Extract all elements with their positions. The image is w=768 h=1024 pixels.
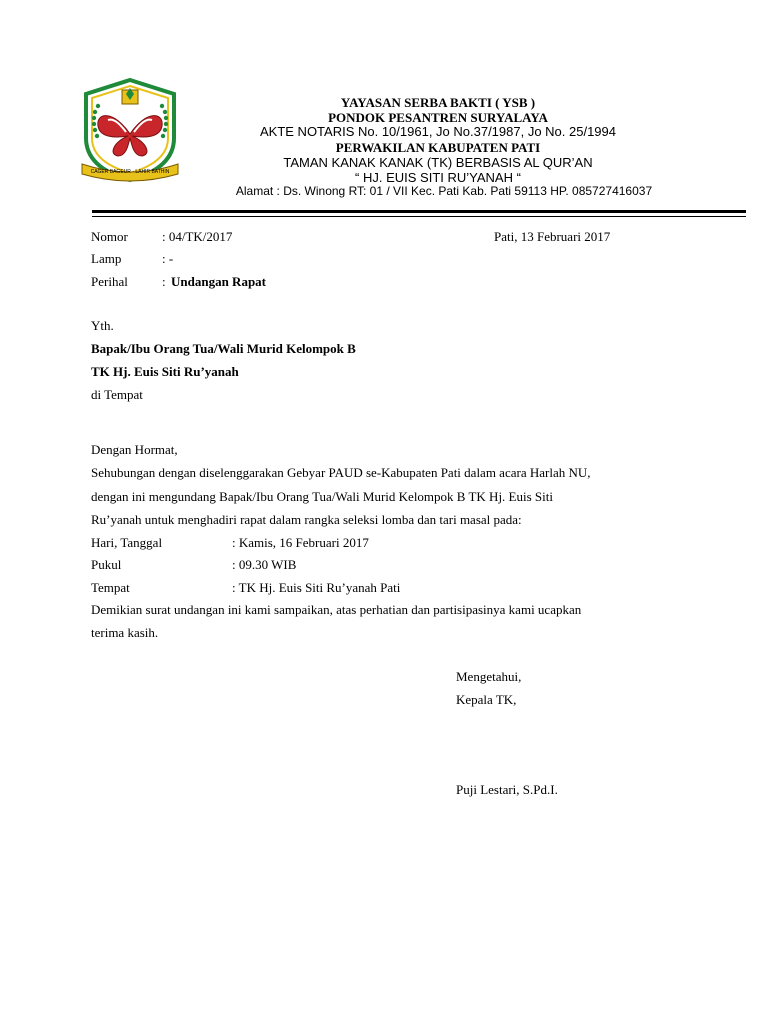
body-paragraph-line1: Sehubungan dengan diselenggarakan Gebyar PAUD se-Kabupaten Pati dalam acara Harlah NU, xyxy=(91,465,591,480)
detail-label: Pukul xyxy=(91,557,122,572)
perihal-label: Perihal xyxy=(91,274,128,289)
closing-line1: Demikian surat undangan ini kami sampaikan, atas perhatian dan partisipasinya kami ucapkan xyxy=(91,602,582,617)
lamp-value: : - xyxy=(162,251,174,266)
letterhead-branch: PERWAKILAN KABUPATEN PATI xyxy=(335,140,541,155)
signature-position: Kepala TK, xyxy=(456,692,517,707)
detail-label: Tempat xyxy=(91,580,130,595)
nomor-value: : 04/TK/2017 xyxy=(162,229,233,244)
letterhead-school-type: TAMAN KANAK KANAK (TK) BERBASIS AL QUR’AN xyxy=(283,155,593,170)
body-paragraph-line3: Ru’yanah untuk menghadiri rapat dalam rangka seleksi lomba dan tari masal pada: xyxy=(91,512,522,527)
detail-value: : TK Hj. Euis Siti Ru’yanah Pati xyxy=(232,580,401,595)
letterhead-address: Alamat : Ds. Winong RT: 01 / VII Kec. Pati Kab. Pati 59113 HP. 085727416037 xyxy=(235,184,653,198)
letterhead-notary: AKTE NOTARIS No. 10/1961, Jo No.37/1987, Jo No. 25/1994 xyxy=(259,124,616,139)
header-rule-thin xyxy=(92,216,746,217)
signature-name: Puji Lestari, S.Pd.I. xyxy=(456,782,558,797)
perihal-value: Undangan Rapat xyxy=(171,274,267,289)
school-logo xyxy=(78,76,182,184)
recipient-yth: Yth. xyxy=(91,318,114,333)
body-paragraph-line2: dengan ini mengundang Bapak/Ibu Orang Tua/Wali Murid Kelompok B TK Hj. Euis Siti xyxy=(91,489,553,504)
recipient-line2: TK Hj. Euis Siti Ru’yanah xyxy=(91,364,239,379)
letter-date: Pati, 13 Februari 2017 xyxy=(494,229,611,244)
letterhead-foundation: YAYASAN SERBA BAKTI ( YSB ) xyxy=(340,95,536,110)
greeting: Dengan Hormat, xyxy=(91,442,178,457)
logo-banner-text: CAGER BAGEUR - LAHIR BATHIN xyxy=(90,169,170,175)
header-rule-thick xyxy=(92,210,746,213)
detail-value: : 09.30 WIB xyxy=(232,557,297,572)
nomor-label: Nomor xyxy=(91,229,128,244)
letterhead-school-name: “ HJ. EUIS SITI RU’YANAH “ xyxy=(355,170,521,185)
recipient-line1: Bapak/Ibu Orang Tua/Wali Murid Kelompok B xyxy=(91,341,356,356)
lamp-label: Lamp xyxy=(91,251,122,266)
closing-line2: terima kasih. xyxy=(91,625,159,640)
detail-value: : Kamis, 16 Februari 2017 xyxy=(232,535,369,550)
recipient-line3: di Tempat xyxy=(91,387,143,402)
signature-mengetahui: Mengetahui, xyxy=(456,669,522,684)
perihal-colon: : xyxy=(162,274,166,289)
letterhead-pesantren: PONDOK PESANTREN SURYALAYA xyxy=(328,110,548,125)
detail-label: Hari, Tanggal xyxy=(91,535,163,550)
